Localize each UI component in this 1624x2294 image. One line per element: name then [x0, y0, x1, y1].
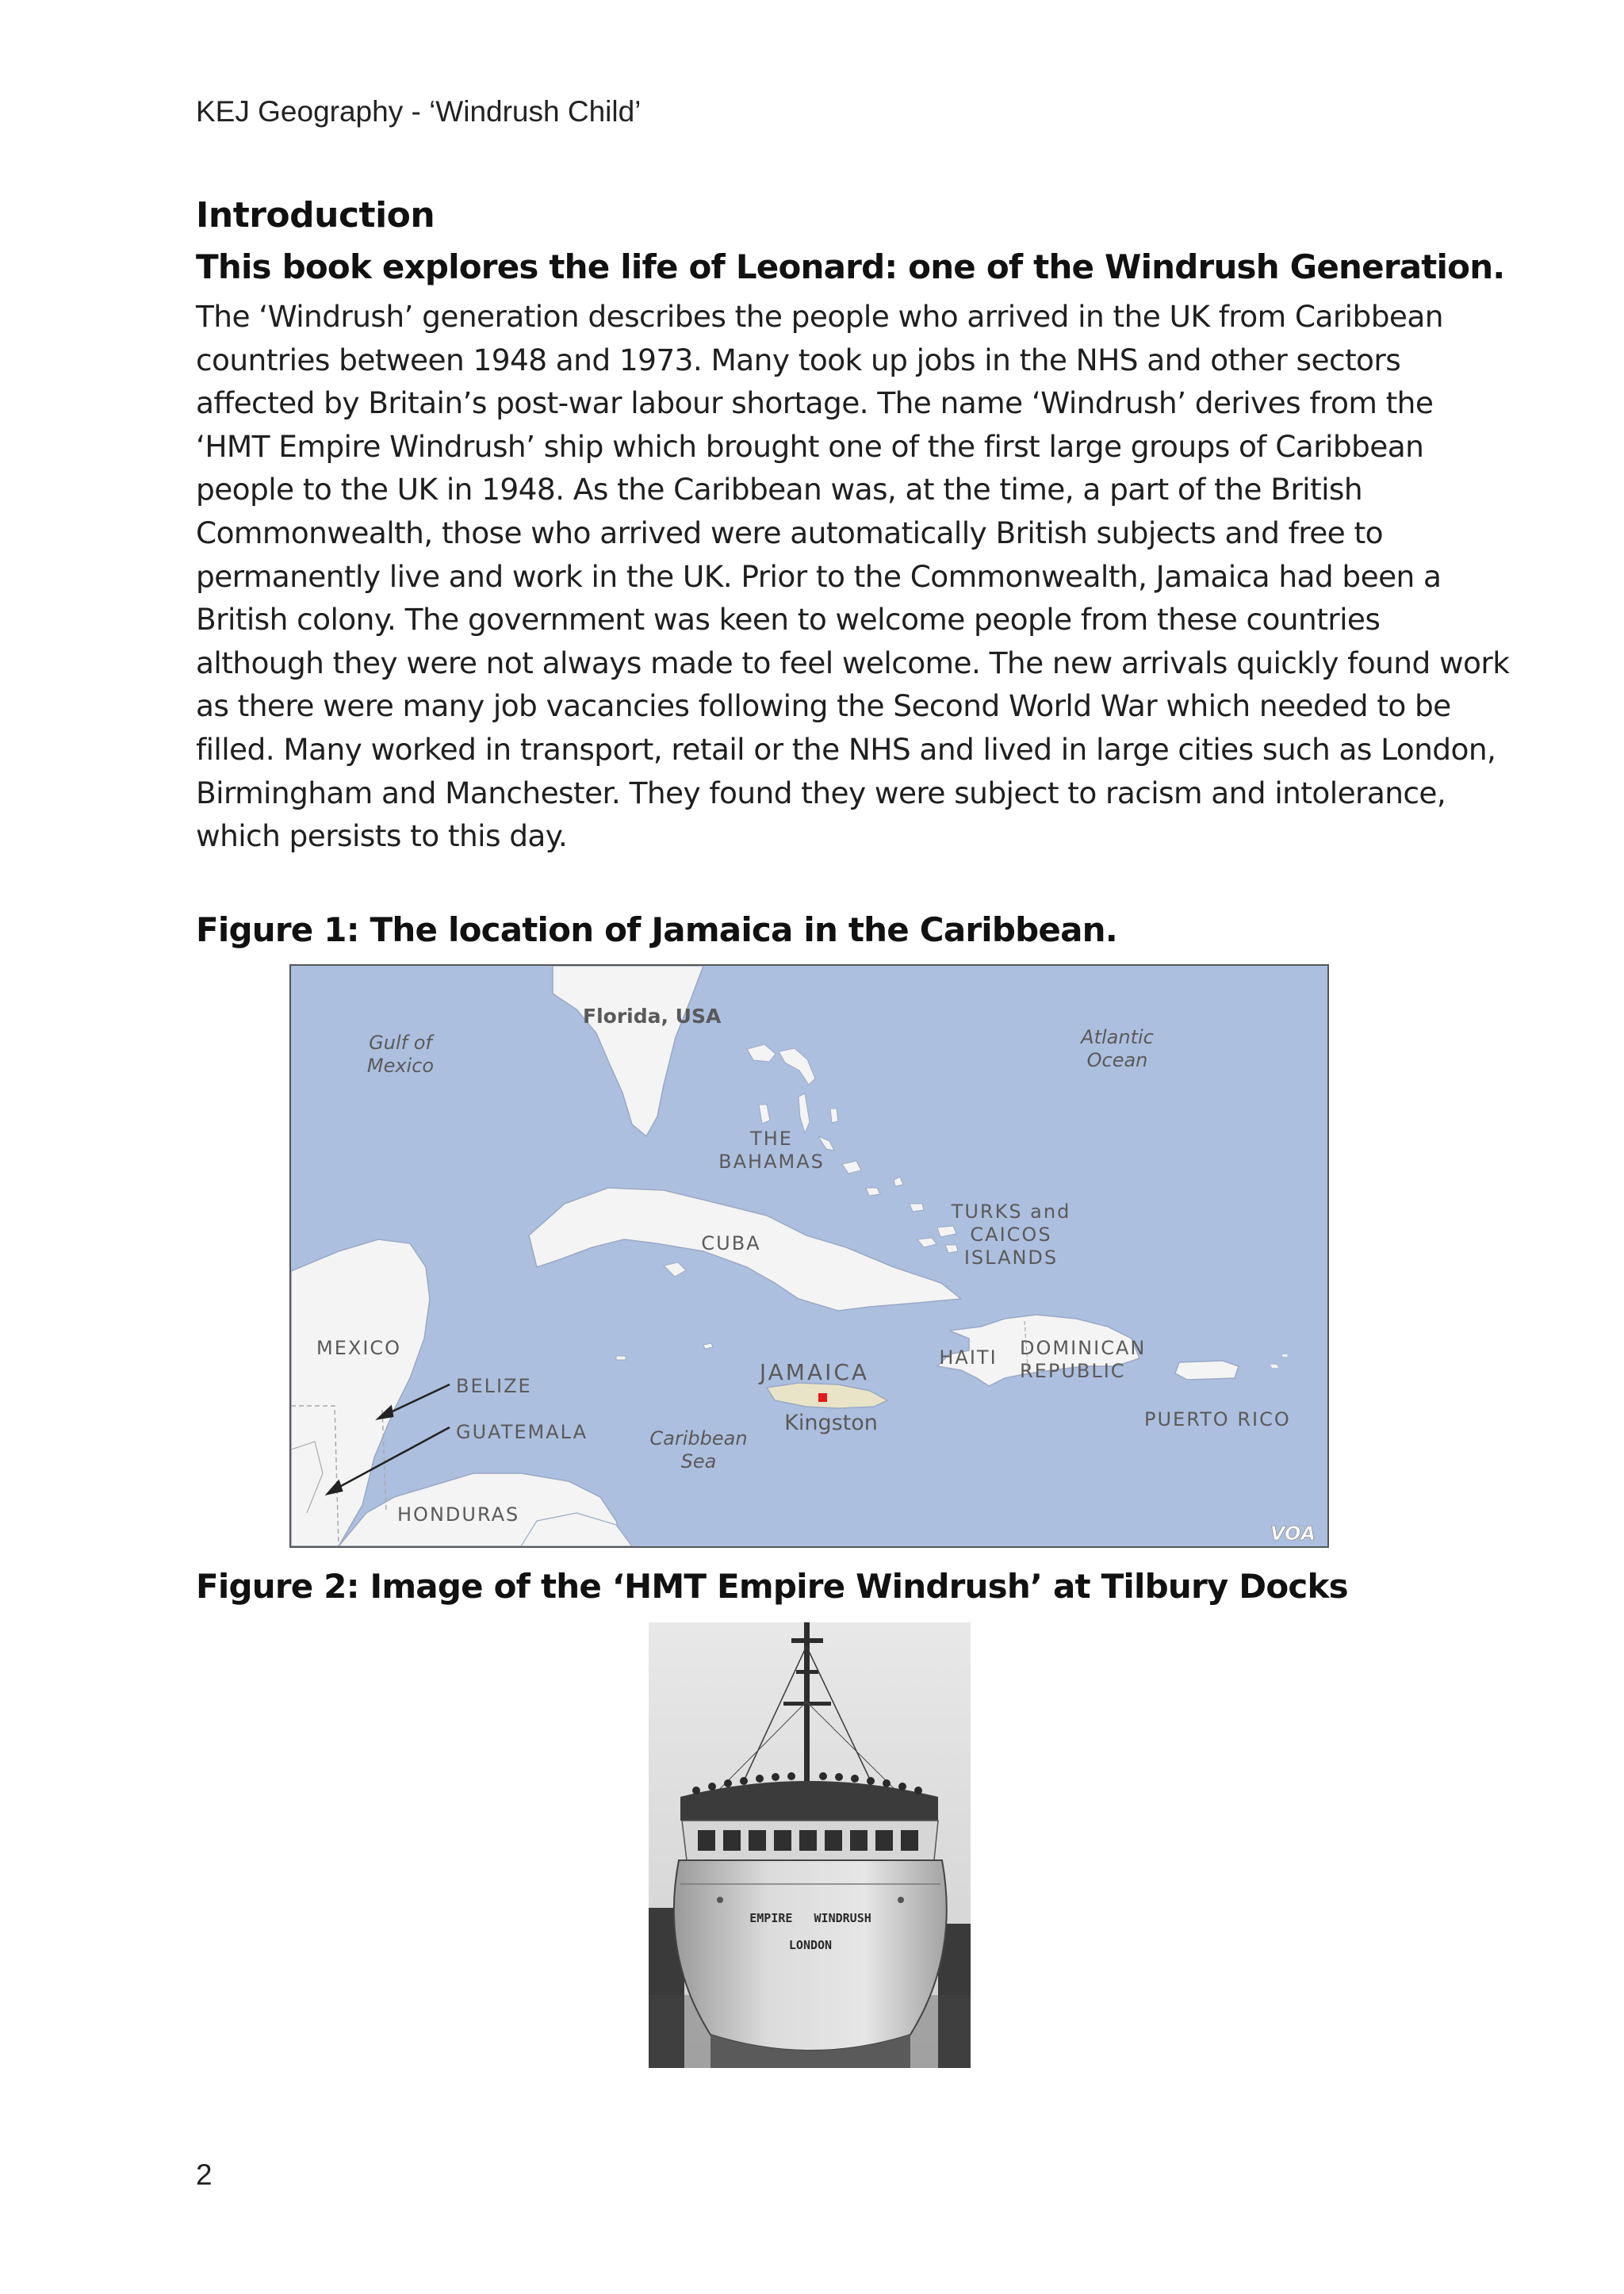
label-dominican-line2: REPUBLIC: [1020, 1360, 1126, 1382]
label-turks-line1: TURKS and: [951, 1201, 1071, 1223]
label-guatemala: GUATEMALA: [456, 1421, 588, 1443]
label-jamaica: JAMAICA: [759, 1359, 870, 1385]
label-haiti: HAITI: [939, 1346, 998, 1369]
label-honduras: HONDURAS: [397, 1503, 520, 1526]
paragraph-line: British colony. The government was keen to welcome people from these countries: [196, 602, 1381, 638]
windrush-ship-photo: [649, 1622, 971, 2068]
paragraph-line: The ‘Windrush’ generation describes the people who arrived in the UK from Caribbean: [196, 299, 1443, 334]
label-turks-line2: CAICOS: [970, 1224, 1052, 1246]
voa-credit: VOA: [1270, 1522, 1316, 1545]
hull-name-text: EMPIRE WINDRUSH: [749, 1911, 871, 1925]
label-dominican-line1: DOMINICAN: [1020, 1337, 1147, 1359]
figure-1-caption: Figure 1: The location of Jamaica in the Caribbean.: [196, 910, 1117, 949]
paragraph-line: Commonwealth, those who arrived were automatically British subjects and free to: [196, 515, 1383, 550]
section-subheading: This book explores the life of Leonard: one of the Windrush Generation.: [196, 247, 1505, 286]
label-caribbean-line2: Sea: [680, 1450, 717, 1473]
paragraph-line: affected by Britain’s post-war labour shortage. The name ‘Windrush’ derives from the: [196, 385, 1434, 421]
label-turks-line3: ISLANDS: [963, 1247, 1059, 1269]
label-belize: BELIZE: [456, 1375, 532, 1397]
hull-port-text: LONDON: [788, 1938, 833, 1952]
figure-2-caption: Figure 2: Image of the ‘HMT Empire Windrush’ at Tilbury Docks: [196, 1567, 1348, 1606]
label-bahamas-line1: THE: [750, 1128, 793, 1150]
label-atlantic-line1: Atlantic: [1081, 1026, 1154, 1048]
intro-paragraph: [196, 295, 1510, 858]
label-gulf-line1: Gulf of: [369, 1032, 432, 1054]
paragraph-line: people to the UK in 1948. As the Caribbean was, at the time, a part of the British: [196, 472, 1363, 507]
caribbean-map: [289, 964, 1329, 1548]
label-gulf-line2: Mexico: [366, 1055, 435, 1077]
paragraph-line: which persists to this day.: [196, 818, 568, 854]
document-header: KEJ Geography - ‘Windrush Child’: [196, 95, 642, 128]
label-mexico: MEXICO: [316, 1337, 402, 1359]
paragraph-line: although they were not always made to feel welcome. The new arrivals quickly found work: [196, 645, 1510, 680]
caribbean-map-graphic: [291, 966, 1327, 1546]
ship-hull: [674, 1860, 947, 2051]
label-kingston: Kingston: [784, 1411, 878, 1435]
page-number: 2: [196, 2158, 213, 2191]
windrush-ship-graphic: [649, 1622, 971, 2068]
label-bahamas-line2: BAHAMAS: [718, 1151, 825, 1173]
kingston-marker: [818, 1393, 827, 1402]
label-florida: Florida, USA: [583, 1005, 722, 1028]
label-atlantic-line2: Ocean: [1086, 1049, 1148, 1071]
paragraph-line: countries between 1948 and 1973. Many took up jobs in the NHS and other sectors: [196, 342, 1401, 377]
paragraph-line: Birmingham and Manchester. They found they were subject to racism and intolerance,: [196, 775, 1446, 810]
label-puerto-rico: PUERTO RICO: [1144, 1408, 1291, 1430]
puerto-rico-landmass: [1175, 1361, 1239, 1380]
paragraph-line: filled. Many worked in transport, retail or the NHS and lived in large cities such as London,: [196, 731, 1496, 767]
paragraph-line: ‘HMT Empire Windrush’ ship which brought one of the first large groups of Caribbean: [196, 428, 1424, 464]
paragraph-line: as there were many job vacancies following the Second World War which needed to be: [196, 688, 1451, 724]
paragraph-line: permanently live and work in the UK. Prior to the Commonwealth, Jamaica had been a: [196, 558, 1442, 594]
section-heading: Introduction: [196, 195, 435, 236]
label-cuba: CUBA: [701, 1232, 761, 1254]
label-caribbean-line1: Caribbean: [649, 1427, 748, 1450]
